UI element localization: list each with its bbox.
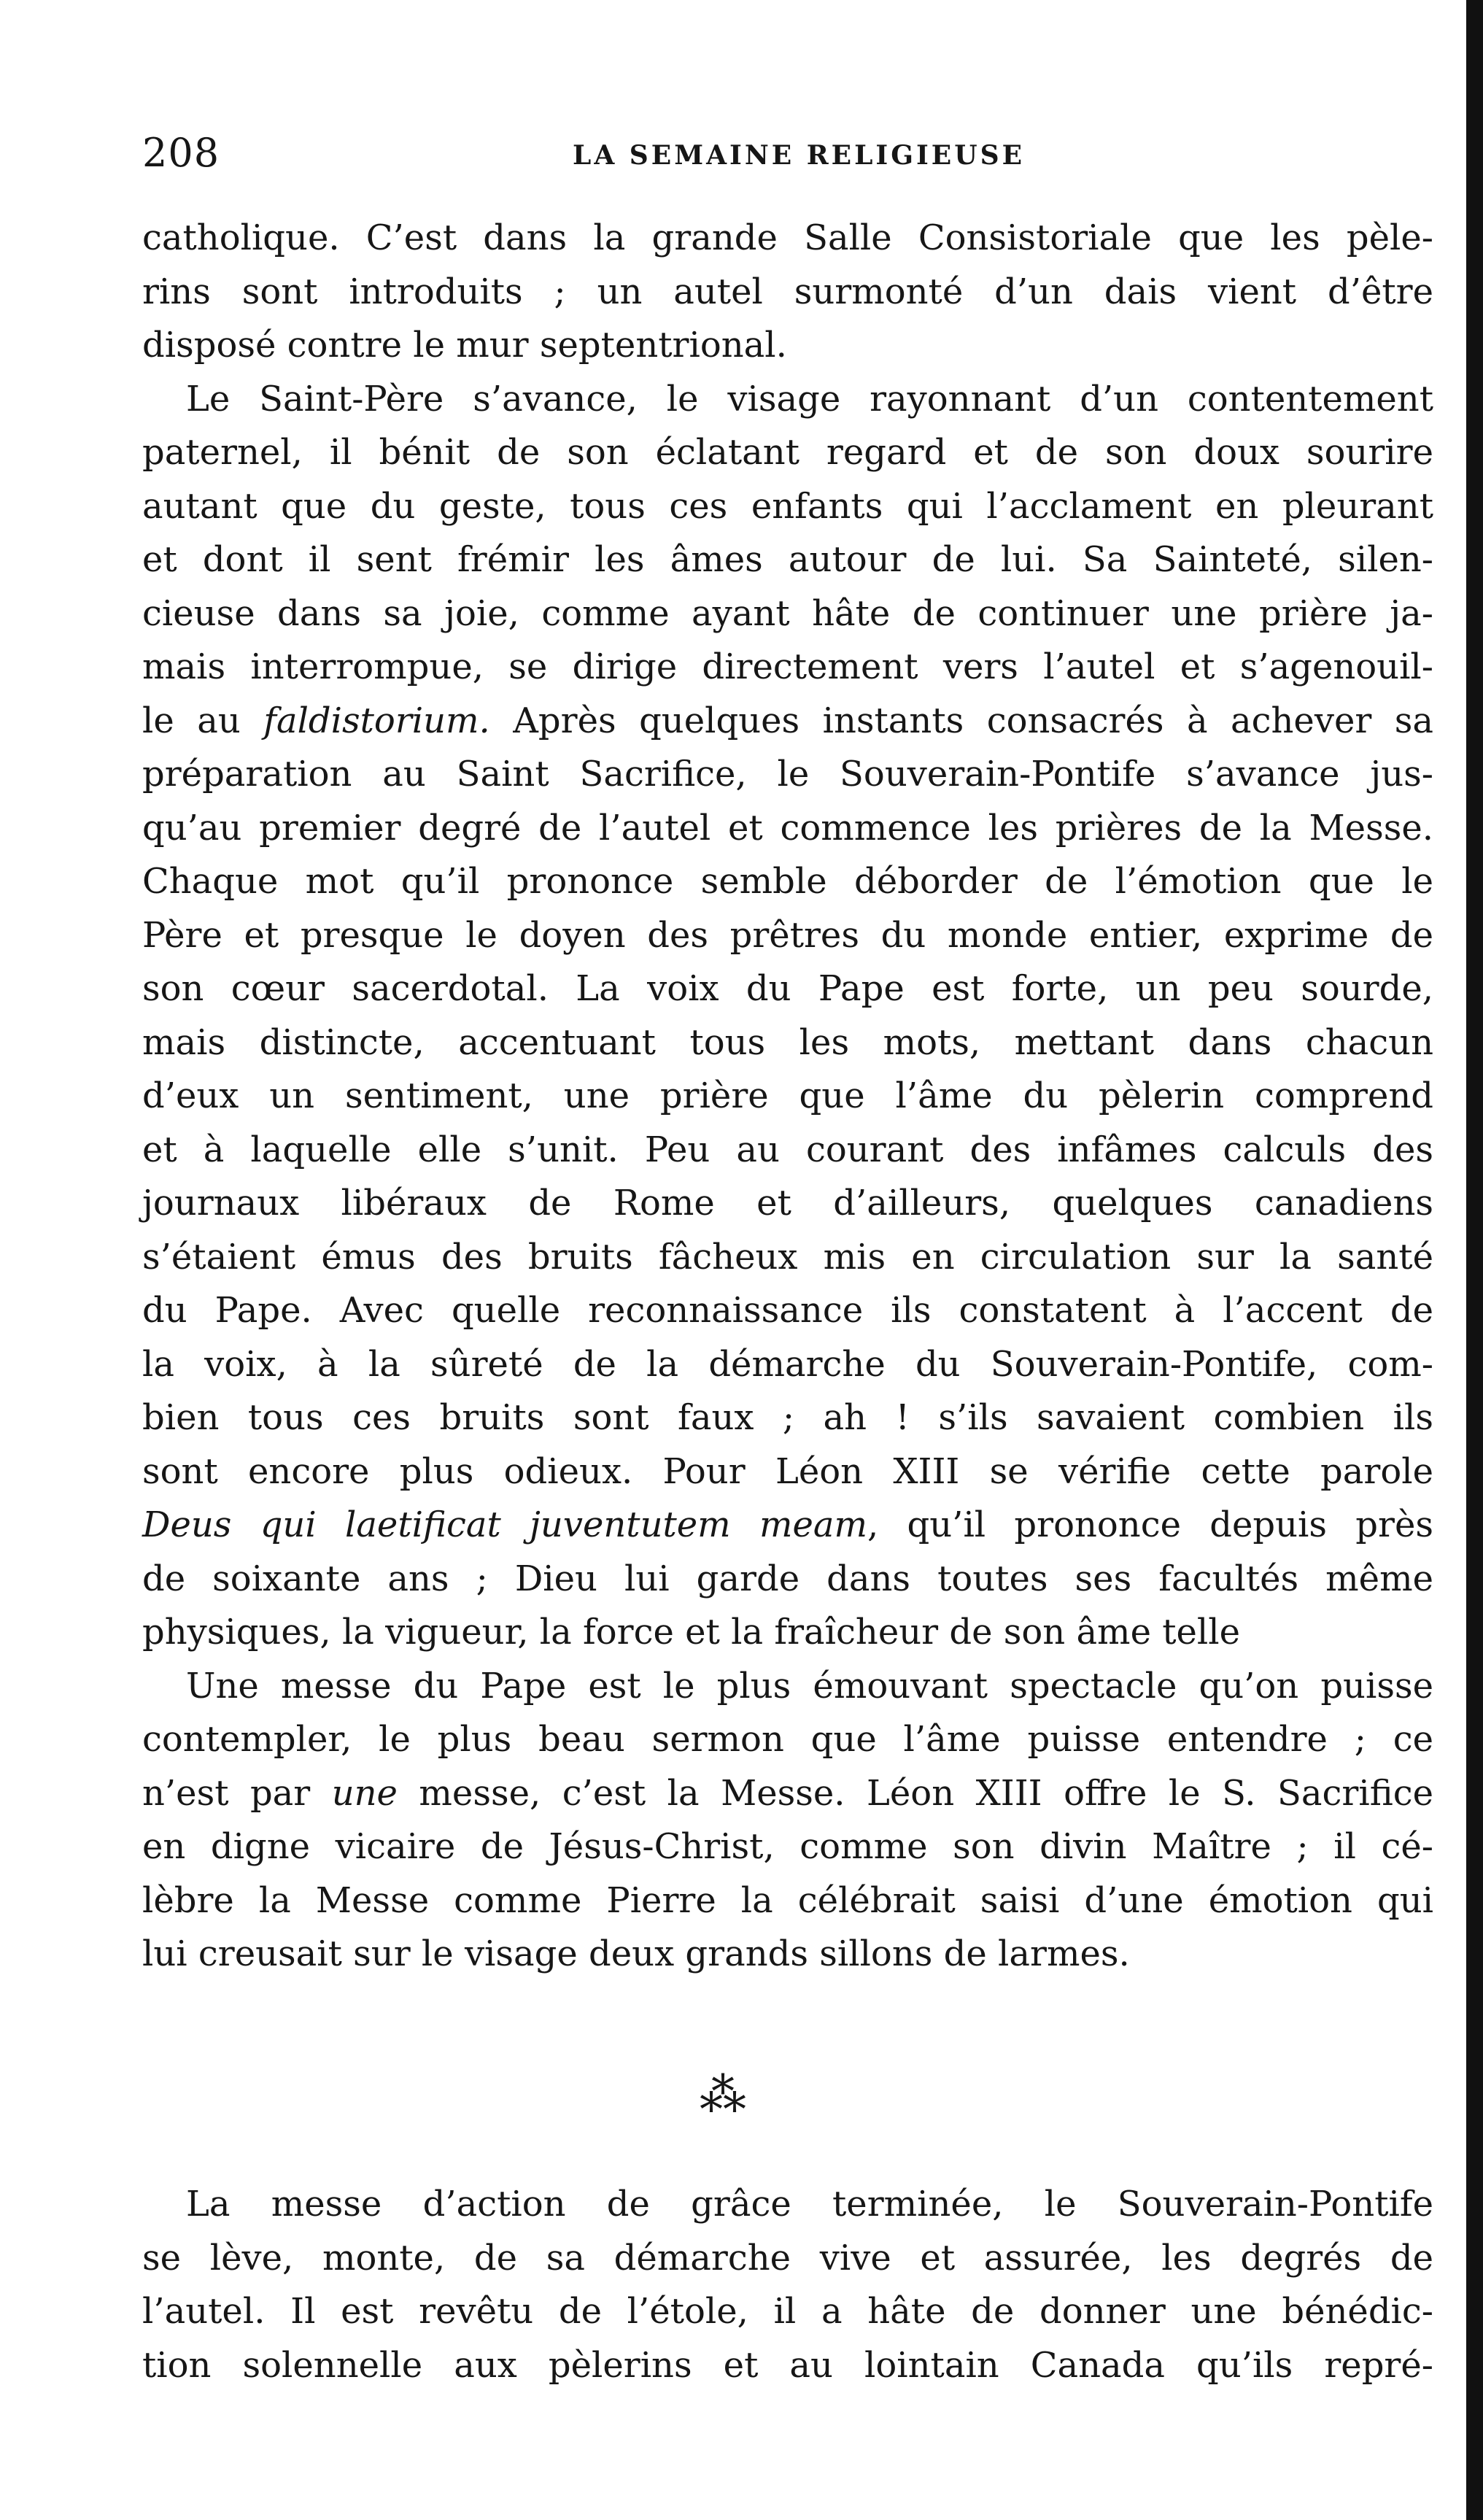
text-line: la voix, à la sûreté de la démarche du Souverain-Pontife, com- — [142, 1343, 1433, 1385]
text-line: l’autel. Il est revêtu de l’étole, il a hâte de donner une bénédic- — [142, 2291, 1433, 2332]
text-line: rins sont introduits ; un autel surmonté d’un dais vient d’être — [142, 271, 1433, 312]
main-text — [142, 212, 1433, 1982]
text-line: qu’au premier degré de l’autel et commence les prières de la Messe. — [142, 807, 1433, 849]
paragraph — [142, 1660, 1433, 1982]
text-line: physiques, la vigueur, la force et la fraîcheur de son âme telle — [142, 1612, 1241, 1653]
text-line: La messe d’action de grâce terminée, le Souverain-Pontife — [186, 2184, 1433, 2225]
text-line: et à laquelle elle s’unit. Peu au courant des infâmes calculs des — [142, 1129, 1433, 1170]
text-line: bien tous ces bruits sont faux ; ah ! s’ils savaient combien ils — [142, 1397, 1433, 1438]
running-head: LA SEMAINE RELIGIEUSE — [573, 140, 1026, 171]
text-line: Deus qui laetificat juventutem meam, qu’il prononce depuis près — [142, 1504, 1433, 1545]
page-edge-shadow — [1466, 0, 1483, 2520]
text-line: se lève, monte, de sa démarche vive et assurée, les degrés de — [142, 2237, 1433, 2279]
asterism-separator: ⁂ — [700, 2068, 752, 2122]
text-line: et dont il sent frémir les âmes autour de lui. Sa Sainteté, silen- — [142, 539, 1433, 580]
closing-text — [142, 2178, 1433, 2392]
text-line: catholique. C’est dans la grande Salle Consistoriale que les pèle- — [142, 217, 1433, 258]
text-line: en digne vicaire de Jésus-Christ, comme son divin Maître ; il cé- — [142, 1826, 1433, 1867]
text-line: lui creusait sur le visage deux grands sillons de larmes. — [142, 1933, 1130, 1974]
text-line: Père et presque le doyen des prêtres du monde entier, exprime de — [142, 914, 1433, 956]
text-line: du Pape. Avec quelle reconnaissance ils constatent à l’accent de — [142, 1290, 1433, 1331]
text-line: sont encore plus odieux. Pour Léon XIII se vérifie cette parole — [142, 1450, 1433, 1492]
text-line: Une messe du Pape est le plus émouvant spectacle qu’on puisse — [186, 1665, 1433, 1707]
text-line: d’eux un sentiment, une prière que l’âme du pèlerin comprend — [142, 1075, 1433, 1116]
text-line: lèbre la Messe comme Pierre la célébrait saisi d’une émotion qui — [142, 1879, 1433, 1921]
text-line: disposé contre le mur septentrional. — [142, 325, 787, 366]
text-line: s’étaient émus des bruits fâcheux mis en circulation sur la santé — [142, 1236, 1433, 1278]
text-line: Le Saint-Père s’avance, le visage rayonnant d’un contentement — [186, 378, 1433, 420]
text-line: préparation au Saint Sacrifice, le Souverain-Pontife s’avance jus- — [142, 754, 1433, 795]
paragraph — [142, 212, 1433, 373]
text-line: le au faldistorium. Après quelques instants consacrés à achever sa — [142, 700, 1433, 741]
text-line: mais distincte, accentuant tous les mots, mettant dans chacun — [142, 1021, 1433, 1063]
paragraph — [142, 373, 1433, 1660]
text-line: son cœur sacerdotal. La voix du Pape est forte, un peu sourde, — [142, 968, 1433, 1009]
text-line: de soixante ans ; Dieu lui garde dans toutes ses facultés même — [142, 1558, 1433, 1599]
text-line: cieuse dans sa joie, comme ayant hâte de continuer une prière ja- — [142, 592, 1433, 634]
text-line: paternel, il bénit de son éclatant regard et de son doux sourire — [142, 432, 1433, 473]
text-line: autant que du geste, tous ces enfants qui l’acclament en pleurant — [142, 485, 1433, 527]
text-line: Chaque mot qu’il prononce semble déborder de l’émotion que le — [142, 861, 1433, 902]
text-line: tion solennelle aux pèlerins et au lointain Canada qu’ils repré- — [142, 2344, 1433, 2386]
text-line: contempler, le plus beau sermon que l’âme puisse entendre ; ce — [142, 1719, 1433, 1760]
page-number: 208 — [142, 130, 220, 176]
text-line: n’est par une messe, c’est la Messe. Léon XIII offre le S. Sacrifice — [142, 1772, 1433, 1814]
text-line: journaux libéraux de Rome et d’ailleurs, quelques canadiens — [142, 1183, 1433, 1224]
text-line: mais interrompue, se dirige directement vers l’autel et s’agenouil- — [142, 646, 1433, 687]
page-header — [142, 130, 1433, 181]
